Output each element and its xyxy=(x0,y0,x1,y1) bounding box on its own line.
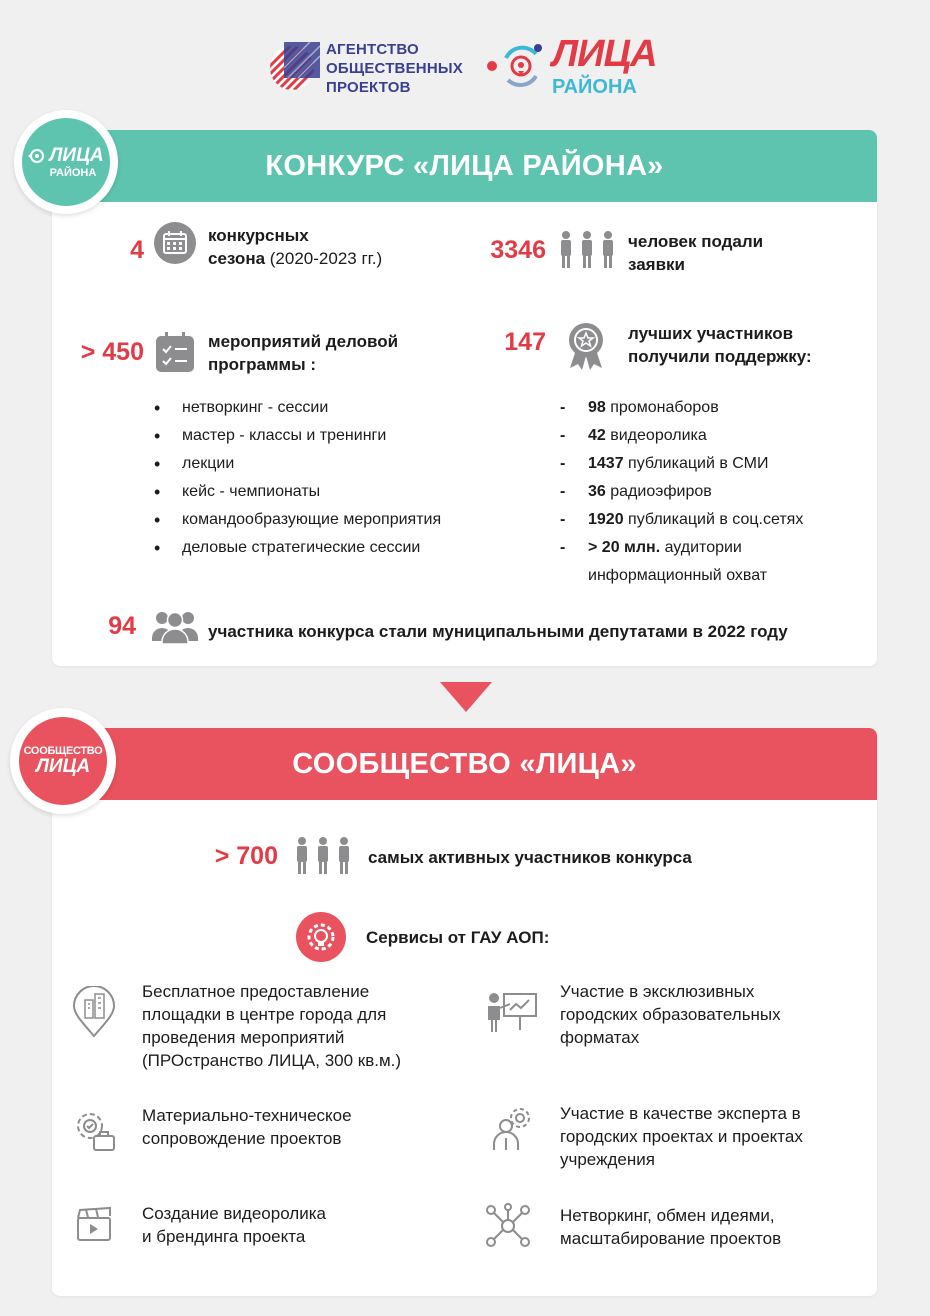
list-item: • мастер - классы и тренинги xyxy=(182,422,441,450)
seasons-number: 4 xyxy=(130,236,144,264)
contest-title: КОНКУРС «ЛИЦА РАЙОНА» xyxy=(265,149,664,182)
lica-title: ЛИЦА xyxy=(552,33,657,75)
deputies-number: 94 xyxy=(108,612,136,640)
service-networking: Нетворкинг, обмен идеями, масштабирование проектов xyxy=(560,1206,782,1248)
applicants-number: 3346 xyxy=(490,236,546,264)
award-icon xyxy=(566,322,606,375)
support-list-continuation: информационный охват xyxy=(588,567,768,584)
location-building-icon xyxy=(72,986,116,1043)
service-venue: Бесплатное предоставление площадки в центре города для проведения мероприятий (ПРОстранство ЛИЦА, 300 кв.м.) xyxy=(142,982,402,1070)
list-item: - 42 видеоролика xyxy=(588,422,803,450)
list-item: - 98 промонаборов xyxy=(588,394,803,422)
lica-mini-icon xyxy=(28,147,46,165)
contest-badge: ЛИЦА РАЙОНА xyxy=(14,110,118,214)
clapperboard-icon xyxy=(76,1206,112,1247)
expert-gear-icon xyxy=(492,1106,536,1157)
events-text: мероприятий деловой программы : xyxy=(208,332,399,374)
list-item: • деловые стратегические сессии xyxy=(182,534,441,562)
aop-name: АГЕНТСТВО ОБЩЕСТВЕННЫХ ПРОЕКТОВ xyxy=(326,41,463,96)
list-item: - 36 радиоэфиров xyxy=(588,478,803,506)
services-title: Сервисы от ГАУ АОП: xyxy=(366,928,550,947)
people-icon xyxy=(556,230,618,275)
deputies-text: участника конкурса стали муниципальными депутатами в 2022 году xyxy=(208,622,788,641)
calendar-icon xyxy=(154,222,196,269)
list-item: • нетворкинг - сессии xyxy=(182,394,441,422)
aop-logo-icon xyxy=(268,38,320,95)
service-support: Материально-техническое сопровождение проектов xyxy=(142,1106,352,1148)
network-icon xyxy=(484,1202,532,1255)
presentation-icon xyxy=(486,990,540,1037)
group-icon xyxy=(152,608,198,649)
active-members-text: самых активных участников конкурса xyxy=(368,848,692,867)
service-education: Участие в эксклюзивных городских образовательных форматах xyxy=(560,982,781,1047)
support-list xyxy=(588,394,803,562)
applicants-text: человек подали заявки xyxy=(628,232,764,274)
gear-briefcase-icon xyxy=(72,1108,116,1157)
community-title-band xyxy=(52,728,877,800)
gear-lightbulb-icon xyxy=(296,912,346,967)
list-item: - > 20 млн. аудитории xyxy=(588,534,803,562)
winners-number: 147 xyxy=(504,328,546,356)
people-icon xyxy=(292,836,354,881)
service-expert: Участие в качестве эксперта в городских проектах и проектах учреждения xyxy=(560,1104,803,1169)
contest-title-band xyxy=(52,130,877,202)
events-list xyxy=(182,394,441,562)
down-arrow-icon xyxy=(440,682,492,712)
list-item: - 1920 публикаций в соц.сетях xyxy=(588,506,803,534)
checklist-icon xyxy=(156,332,194,377)
lica-logo-icon xyxy=(486,36,548,103)
seasons-text: конкурсных сезона (2020-2023 гг.) xyxy=(208,226,383,268)
active-members-number: > 700 xyxy=(214,842,278,870)
list-item: • лекции xyxy=(182,450,441,478)
list-item: - 1437 публикаций в СМИ xyxy=(588,450,803,478)
list-item: • кейс - чемпионаты xyxy=(182,478,441,506)
service-video: Создание видеоролика и брендинга проекта xyxy=(142,1204,326,1246)
winners-text: лучших участников получили поддержку: xyxy=(628,324,812,366)
list-item: • командообразующие мероприятия xyxy=(182,506,441,534)
lica-subtitle: РАЙОНА xyxy=(552,76,637,98)
events-number: > 450 xyxy=(80,338,144,366)
community-badge: СООБЩЕСТВО ЛИЦА xyxy=(10,708,116,814)
community-title: СООБЩЕСТВО «ЛИЦА» xyxy=(292,747,637,780)
